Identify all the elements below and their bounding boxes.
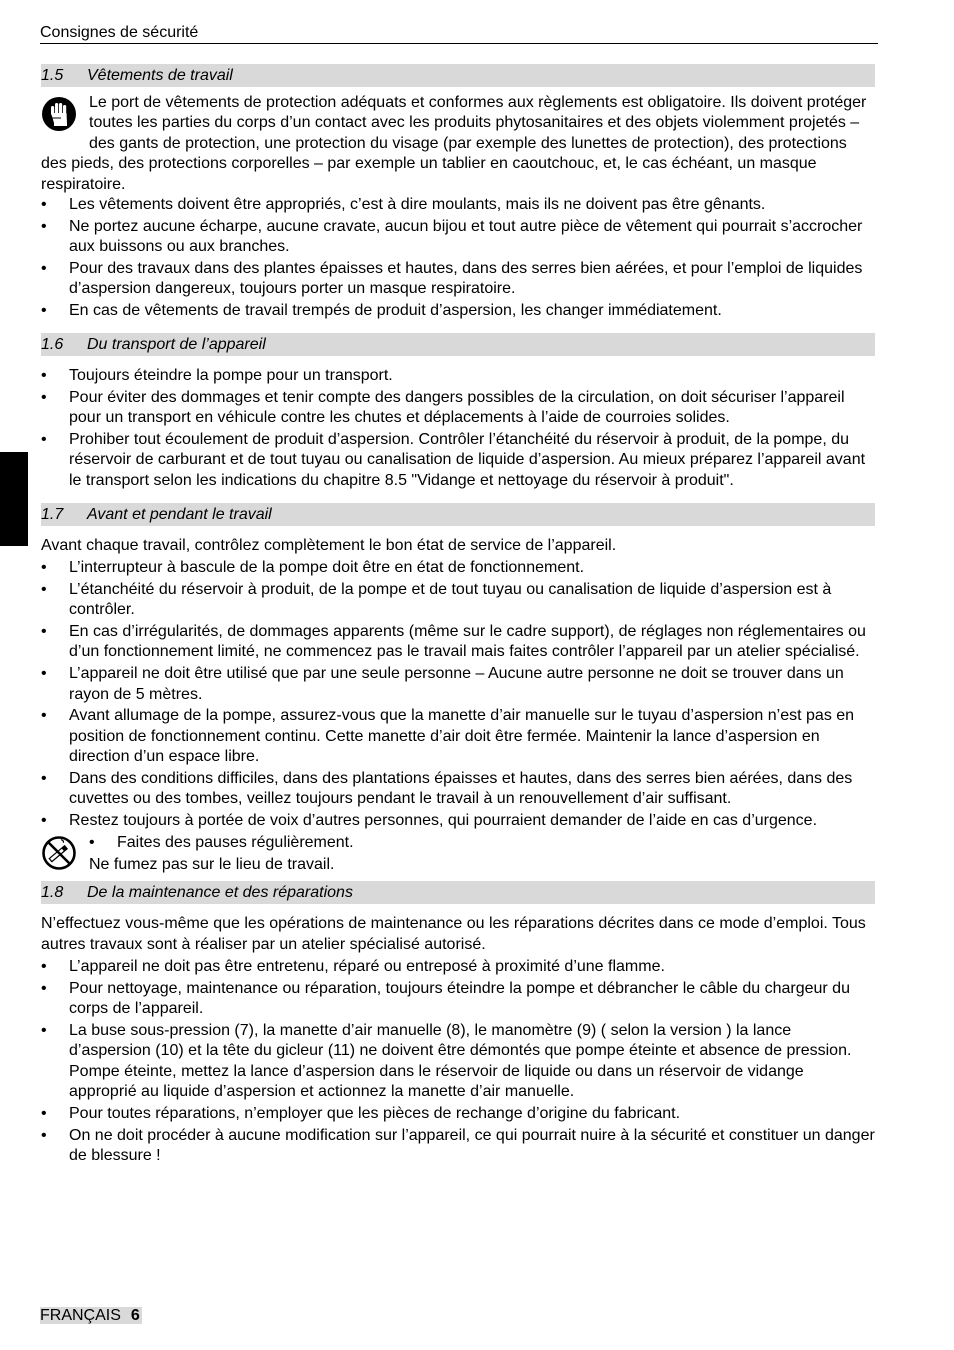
no-smoking-text: Ne fumez pas sur le lieu de travail. [89, 855, 335, 873]
no-smoking-icon [41, 835, 81, 873]
list-item: • Avant allumage de la pompe, assurez-vous que la manette d’air manuelle sur le tuyau d’aspersion n’est pas en position de fonctionnement continu. Cette manette d’air doit être fermée. Maintenir la lance d’aspersion en direction d’un espace libre. [41, 706, 875, 767]
list-item: • En cas de vêtements de travail trempés de produit d’aspersion, les changer immédiatement. [41, 301, 875, 321]
section-title: Du transport de l’appareil [87, 336, 266, 354]
no-smoking-note [41, 833, 875, 875]
list-item: • Toujours éteindre la pompe pour un transport. [41, 366, 875, 386]
section-title: De la maintenance et des réparations [87, 884, 353, 902]
gloves-icon [41, 96, 81, 134]
section-intro-text: Avant chaque travail, contrôlez complètement le bon état de service de l’appareil. [41, 536, 617, 554]
list-item: • Faites des pauses régulièrement. [89, 833, 875, 853]
list-item: • Ne portez aucune écharpe, aucune cravate, aucun bijou et tout autre pièce de vêtement qui pourrait s’accrocher aux buissons ou aux branches. [41, 217, 875, 258]
bullet-list [41, 366, 875, 491]
list-item: • Pour des travaux dans des plantes épaisses et hautes, dans des serres bien aérées, et pour l’emploi de liquides d’aspersion dangereux, toujours porter un masque respiratoire. [41, 259, 875, 300]
page-number: 6 [127, 1307, 142, 1324]
list-item: • L’interrupteur à bascule de la pompe doit être en état de fonctionnement. [41, 558, 875, 578]
section-intro-text: N’effectuez vous-même que les opérations de maintenance ou les réparations décrites dans ce mode d’emploi. Tous autres travaux sont à réaliser par un atelier spécialisé autorisé. [41, 915, 866, 953]
page-content [41, 64, 875, 1168]
section-number: 1.8 [41, 884, 64, 902]
bullet-list [41, 957, 875, 1167]
header-title: Consignes de sécurité [40, 24, 199, 41]
list-item: • La buse sous-pression (7), la manette d’air manuelle (8), le manomètre (9) ( selon la version ) la lance d’aspersion (10) et la tête du gicleur (11) ne doivent être démontés que pompe éteinte et absence de pression. Pompe éteinte, mettez la lance d’aspersion dans le réservoir de liquide ou dans un réservoir de vidange approprié au liquide d’aspersion et actionnez la manette d’air manuelle. [41, 1021, 875, 1103]
list-item: • Pour nettoyage, maintenance ou réparation, toujours éteindre la pompe et débrancher le câble du chargeur du corps de l’appareil. [41, 979, 875, 1020]
chapter-side-tab [0, 452, 28, 546]
list-item: • En cas d’irrégularités, de dommages apparents (même sur le cadre support), de réglages non réglementaires ou d’un fonctionnement limité, ne commencez pas le travail mais faites contrôler l’appareil par un atelier spécialisé. [41, 622, 875, 663]
section-number: 1.7 [41, 505, 64, 523]
page-footer [40, 1305, 142, 1327]
list-item: • L’appareil ne doit être utilisé que par une seule personne – Aucune autre personne ne doit se trouver dans un rayon de 5 mètres. [41, 664, 875, 705]
section-number: 1.6 [41, 336, 64, 354]
bullet-list [41, 558, 875, 832]
section-intro [41, 93, 875, 195]
section-number: 1.5 [41, 67, 64, 84]
section-title: Vêtements de travail [87, 67, 233, 84]
section-heading-1-6 [41, 333, 875, 356]
list-item: • L’étanchéité du réservoir à produit, de la pompe et de tout tuyau ou canalisation de liquide d’aspersion est à contrôler. [41, 580, 875, 621]
bullet-list [89, 833, 875, 853]
section-title: Avant et pendant le travail [87, 505, 272, 523]
section-intro-text: Le port de vêtements de protection adéquats et conformes aux règlements est obligatoire. Ils doivent protéger toutes les parties du corps d’un contact avec les produits phytosanitaires et des objets violemment projetés – des gants de protection, une protection du visage (par exemple des lunettes de protection), des protections des pieds, des protections corporelles – par exemple un tablier en caoutchouc, et, le cas échéant, un masque respiratoire. [41, 94, 867, 193]
list-item: • Restez toujours à portée de voix d’autres personnes, qui pourraient demander de l’aide en cas d’urgence. [41, 811, 875, 831]
list-item: • Pour toutes réparations, n’employer que les pièces de rechange d’origine du fabricant. [41, 1104, 875, 1124]
list-item: • Pour éviter des dommages et tenir compte des dangers possibles de la circulation, on doit sécuriser l’appareil pour un transport en véhicule contre les chutes et déplacements à l’aide de courroies solides. [41, 388, 875, 429]
section-heading-1-5 [41, 64, 875, 87]
bullet-list [41, 195, 875, 322]
footer-language: FRANÇAIS [40, 1307, 127, 1324]
list-item: • Les vêtements doivent être appropriés, c’est à dire moulants, mais ils ne doivent pas être gênants. [41, 195, 875, 215]
list-item: • L’appareil ne doit pas être entretenu, réparé ou entreposé à proximité d’une flamme. [41, 957, 875, 977]
section-heading-1-7 [41, 503, 875, 526]
page-header [40, 23, 878, 44]
list-item: • On ne doit procéder à aucune modification sur l’appareil, ce qui pourrait nuire à la sécurité et constituer un danger de blessure ! [41, 1126, 875, 1167]
list-item: • Prohiber tout écoulement de produit d’aspersion. Contrôler l’étanchéité du réservoir à produit, de la pompe, du réservoir de carburant et de tout tuyau ou canalisation de liquide d’aspersion. Au mieux préparez l’appareil avant le transport selon les indications du chapitre 8.5 "Vidange et nettoyage du réservoir à produit". [41, 430, 875, 491]
section-heading-1-8 [41, 881, 875, 904]
list-item: • Dans des conditions difficiles, dans des plantations épaisses et hautes, dans des serres bien aérées, dans des cuvettes ou des tombes, veillez toujours pendant le travail à un renouvellement d’air suffisant. [41, 769, 875, 810]
